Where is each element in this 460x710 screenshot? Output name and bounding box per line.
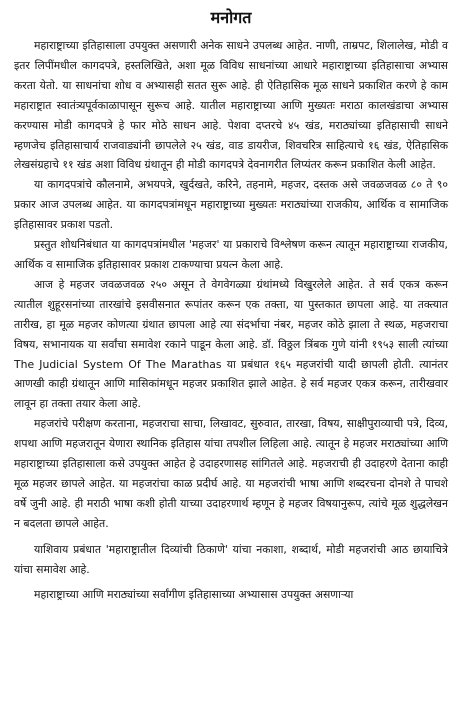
- paragraph-appendices: याशिवाय प्रबंधात 'महाराष्ट्रातील दिव्यांची ठिकाणे' यांचा नकाशा, शब्दार्थ, मोडी महजरांची आठ छायाचित्रे यांचा समावेश आहे.: [14, 542, 448, 576]
- paragraph-mahajar-examination: महजरांचे परीक्षण करताना, महजराचा साचा, लिखावट, सुरुवात, तारखा, विषय, साक्षीपुराव्याची पत्रे, दिव्य, शपथा आणि महजरातून येणारा स्थानिक इतिहास यांचा तपशील लिहिला आहे. त्यातून हे महजर मराठ्यांच्या आणि महाराष्ट्राच्या इतिहासाला कसे उपयुक्त आहेत हे उदाहरणासह सांगितले आहे. महजराची ही उदाहरणे देताना काही मूळ महजर छापले आहेत. या महजरांचा काळ प्रदीर्घ आहे. या महजरांची भाषा आणि शब्दरचना दोनशे ते पाचशे वर्षे जुनी आहे. ही मराठी भाषा कशी होती याच्या उदाहरणार्थ म्हणून हे महजर विषयानुरूप, त्यांचे मूळ शुद्धलेखन न बदलता छापले आहेत.: [14, 417, 448, 530]
- paragraph-sources: महाराष्ट्राच्या इतिहासाला उपयुक्त असणारी अनेक साधने उपलब्ध आहेत. नाणी, ताम्रपट, शिलालेख, मोडी व इतर लिपींमधील कागदपत्रे, हस्तलिखिते, अशा मूळ विविध साधनांच्या आधारे महाराष्ट्राच्या इतिहासाचा अभ्यास करता येतो. या साधनांचा शोध व अभ्यासही सतत सुरू आहे. ही ऐतिहासिक मूळ साधने प्रकाशित करणे हे काम महाराष्ट्रात स्वातंत्र्यपूर्वकाळापासून सुरूच आहे. यातील महाराष्ट्राच्या आणि मुख्यतः मराठा कालखंडाचा अभ्यास करण्यास मोडी कागदपत्रे हे फार मोठे साधन आहे. पेशवा दप्तरचे ४५ खंड, मराठ्यांच्या इतिहासाची साधने म्हणजेच इतिहासाचार्य राजवाड्यांनी छापलेले २५ खंड, वाड डायरीज, शिवचरित्र साहित्याचे १६ खंड, ऐतिहासिक लेखसंग्रहाचे ११ खंड अशा विविध ग्रंथातून ही मोडी कागदपत्रे देवनागरीत लिप्यंतर करून प्रकाशित केली आहेत.: [14, 39, 448, 172]
- document-body: [14, 36, 448, 605]
- page-title: मनोगत: [210, 8, 252, 27]
- paragraph-mahajar-table: आज हे महजर जवळजवळ २५० असून ते वेगवेगळ्या ग्रंथांमध्ये विखुरलेले आहेत. ते सर्व एकत्र करून त्यातील शुहूरसनांच्या तारखांचे इसवीसनात रूपांतर करून एक तक्ता, या पुस्तकात छापला आहे. या तक्त्यात तारीख, हा मूळ महजर कोणत्या ग्रंथात छापला आहे त्या संदर्भाचा नंबर, महजर कोठे झाला ते स्थळ, महजराचा विषय, सभानायक या सर्वांचा समावेश रकाने पाडून केला आहे. डॉ. विठ्ठल त्रिंबक गुणे यांनी १९५३ साली त्यांच्या The Judicial System Of The Marathas या प्रबंधात १६५ महजरांची यादी छापली होती. त्यानंतर आणखी काही ग्रंथातून आणि मासिकांमधून महजर प्रकाशित झाले आहेत. हे सर्व महजर एकत्र करून, तारीखवार लावून हा तक्ता तयार केला आहे.: [14, 277, 448, 411]
- paragraph-document-types: या कागदपत्रांचे कौलनामे, अभयपत्रे, खुर्दखते, करिने, तहनामे, महजर, दस्तक असे जवळजवळ ८० ते ९० प्रकार आज उपलब्ध आहेत. या कागदपत्रांमधून महाराष्ट्राच्या मुख्यतः मराठ्यांच्या राजकीय, आर्थिक व सामाजिक इतिहासावर प्रकाश पडतो.: [14, 178, 448, 232]
- paragraph-closing: महाराष्ट्राच्या आणि मराठ्यांच्या सर्वांगीण इतिहासाच्या अभ्यासास उपयुक्त असणाऱ्या: [34, 588, 354, 602]
- paragraph-thesis-aim: प्रस्तुत शोधनिबंधात या कागदपत्रांमधील 'महजर' या प्रकाराचे विश्लेषण करून त्यातून महाराष्ट्राच्या राजकीय, आर्थिक व सामाजिक इतिहासावर प्रकाश टाकण्याचा प्रयत्न केला आहे.: [14, 238, 448, 271]
